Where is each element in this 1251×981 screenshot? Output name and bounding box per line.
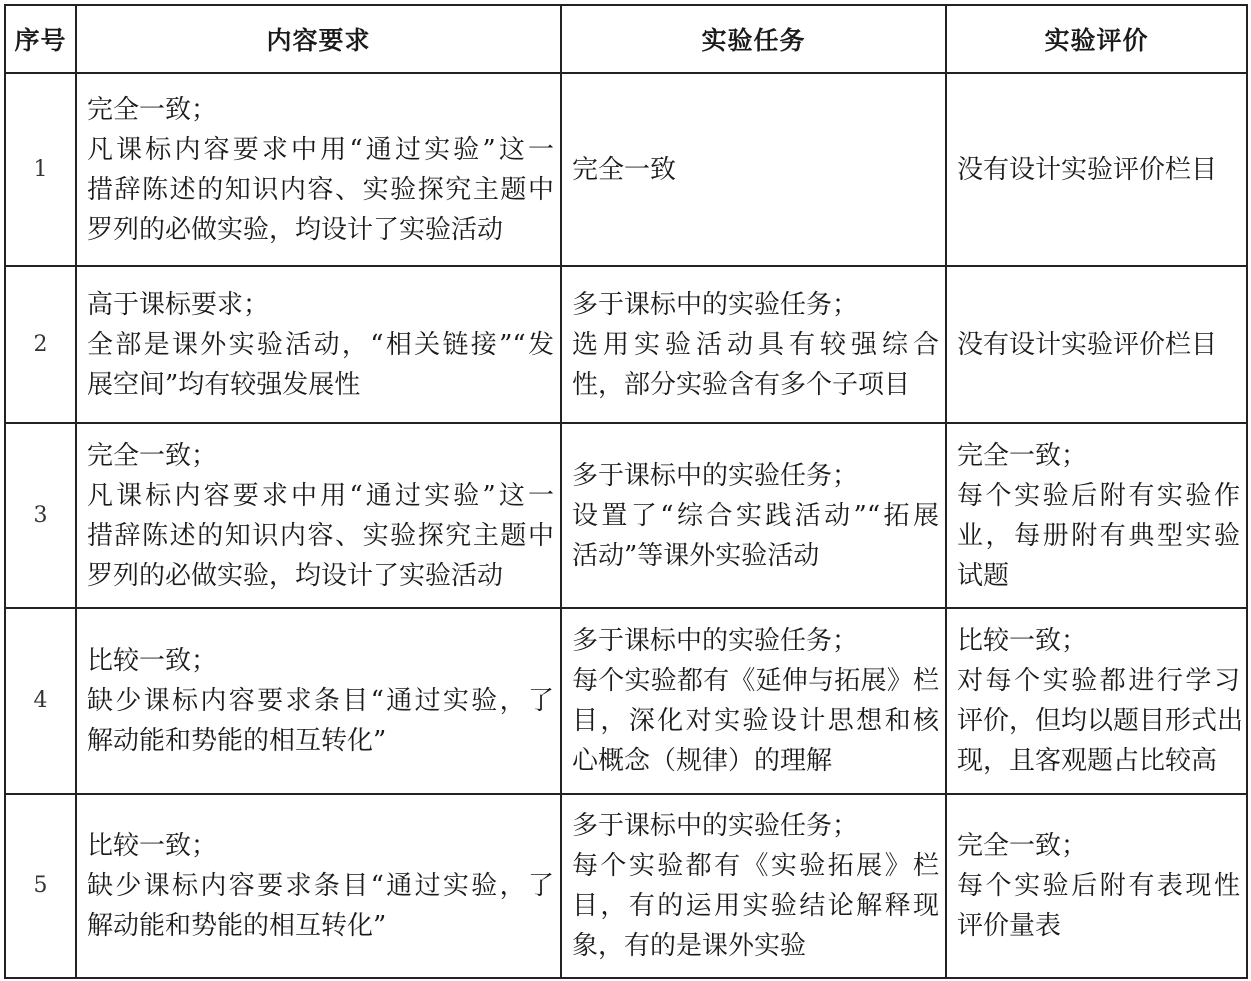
requirement-detail: 全部是课外实验活动，“相关链接”“发 展空间”均有较强发展性	[87, 329, 554, 400]
requirement-summary: 比较一致；	[87, 646, 218, 676]
evaluation-summary: 完全一致；	[957, 440, 1088, 471]
task-cell	[561, 266, 946, 423]
task-summary: 多于课标中的实验任务；	[572, 460, 859, 491]
header-no: 序号	[5, 5, 76, 73]
task-cell	[561, 794, 946, 978]
evaluation-cell	[946, 73, 1247, 266]
task-cell	[561, 73, 946, 266]
requirement-detail: 凡课标内容要求中用“通过实验”这一 措辞陈述的知识内容、实验探究主题中 罗列的必做实验，均设计了实验活动	[87, 480, 554, 591]
evaluation-summary: 没有设计实验评价栏目	[957, 154, 1218, 185]
task-summary: 完全一致	[572, 154, 677, 185]
task-summary: 多于课标中的实验任务；	[572, 289, 859, 320]
requirement-detail: 缺少课标内容要求条目“通过实验，了 解动能和势能的相互转化”	[87, 686, 554, 756]
row-number: 5	[5, 794, 76, 978]
task-summary: 多于课标中的实验任务；	[572, 811, 859, 841]
row-number: 3	[5, 423, 76, 608]
table-row	[5, 266, 1247, 423]
table-row	[5, 423, 1247, 608]
requirement-summary: 高于课标要求；	[87, 289, 270, 320]
requirement-cell	[76, 794, 561, 978]
row-number: 1	[5, 73, 76, 266]
header-evaluation: 实验评价	[946, 5, 1247, 73]
task-detail: 设置了“综合实践活动”“拓展 活动”等课外实验活动	[572, 500, 939, 571]
requirement-cell	[76, 423, 561, 608]
header-task: 实验任务	[561, 5, 946, 73]
task-detail: 每个实验都有《实验拓展》栏 目，有的运用实验结论解释现 象，有的是课外实验	[572, 851, 939, 961]
requirement-detail: 缺少课标内容要求条目“通过实验，了 解动能和势能的相互转化”	[87, 871, 554, 941]
evaluation-detail: 每个实验后附有实验作 业，每册附有典型实验 试题	[957, 480, 1240, 591]
row-number: 4	[5, 608, 76, 794]
requirement-summary: 完全一致；	[87, 440, 218, 471]
table-row	[5, 73, 1247, 266]
evaluation-cell	[946, 423, 1247, 608]
evaluation-cell	[946, 266, 1247, 423]
requirement-detail: 凡课标内容要求中用“通过实验”这一 措辞陈述的知识内容、实验探究主题中 罗列的必做实验，均设计了实验活动	[87, 134, 554, 245]
comparison-table	[4, 4, 1248, 979]
header-row	[5, 5, 1247, 73]
requirement-cell	[76, 266, 561, 423]
task-cell	[561, 608, 946, 794]
table-row	[5, 794, 1247, 978]
row-number: 2	[5, 266, 76, 423]
task-detail: 选用实验活动具有较强综合 性，部分实验含有多个子项目	[572, 329, 939, 400]
table-row	[5, 608, 1247, 794]
task-summary: 多于课标中的实验任务；	[572, 626, 859, 656]
evaluation-summary: 完全一致；	[957, 831, 1088, 861]
evaluation-summary: 比较一致；	[957, 626, 1088, 656]
evaluation-detail: 对每个实验都进行学习 评价，但均以题目形式出 现，且客观题占比较高	[957, 666, 1244, 776]
requirement-cell	[76, 73, 561, 266]
requirement-summary: 完全一致；	[87, 94, 218, 125]
evaluation-summary: 没有设计实验评价栏目	[957, 329, 1218, 360]
task-detail: 每个实验都有《延伸与拓展》栏 目，深化对实验设计思想和核 心概念（规律）的理解	[572, 666, 939, 776]
requirement-summary: 比较一致；	[87, 831, 218, 861]
evaluation-cell	[946, 608, 1247, 794]
evaluation-cell	[946, 794, 1247, 978]
task-cell	[561, 423, 946, 608]
header-requirement: 内容要求	[76, 5, 561, 73]
evaluation-detail: 每个实验后附有表现性 评价量表	[957, 871, 1240, 941]
requirement-cell	[76, 608, 561, 794]
